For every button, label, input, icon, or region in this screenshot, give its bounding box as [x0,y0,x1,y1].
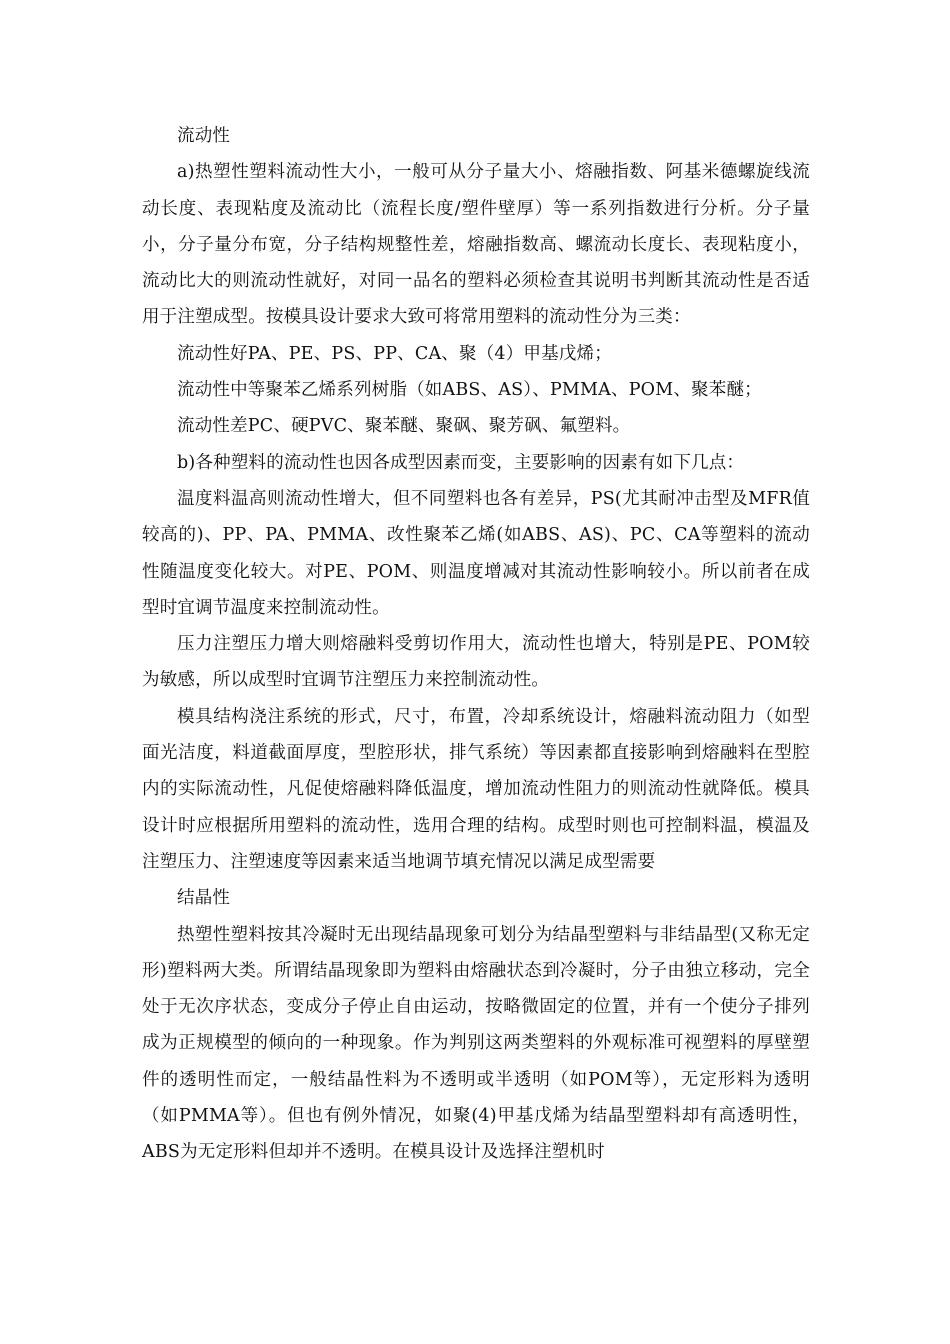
paragraph-good-flowability: 流动性好PA、PE、PS、PP、CA、聚（4）甲基戊烯； [177,343,612,364]
paragraph-flowability-a: a)热塑性塑料流动性大小，一般可从分子量大小、熔融指数、阿基米德螺旋线流动长度、表现粘度及流动比（流程长度/塑件壁厚）等一系列指数进行分析。分子量小，分子量分布宽，分子结构规整性差，熔融指数高、螺流动长度长、表现粘度小，流动比大的则流动性就好，对同一品名的塑料必须检查其说明书判断其流动性是否适用于注塑成型。按模具设计要求大致可将常用塑料的流动性分为三类： [142,162,810,328]
paragraph-mold-structure: 模具结构浇注系统的形式，尺寸，布置，冷却系统设计，熔融料流动阻力（如型面光洁度，料道截面厚度，型腔形状，排气系统）等因素都直接影响到熔融料在型腔内的实际流动性，凡促使熔融料降低温度，增加流动性阻力的则流动性就降低。模具设计时应根据所用塑料的流动性，选用合理的结构。成型时则也可控制料温，模温及注塑压力、注塑速度等因素来适当地调节填充情况以满足成型需要 [142,706,810,872]
paragraph-temperature: 温度料温高则流动性增大，但不同塑料也各有差异，PS(尤其耐冲击型及MFR值较高的)、PP、PA、PMMA、改性聚苯乙烯(如ABS、AS)、PC、CA等塑料的流动性随温度变化较大。对PE、POM、则温度增减对其流动性影响较小。所以前者在成型时宜调节温度来控制流动性。 [142,488,810,618]
paragraph-medium-flowability: 流动性中等聚苯乙烯系列树脂（如ABS、AS）、PMMA、POM、聚苯醚； [177,380,762,401]
paragraph-flowability-b: b)各种塑料的流动性也因各成型因素而变，主要影响的因素有如下几点： [177,452,745,473]
paragraph-crystallinity: 热塑性塑料按其冷凝时无出现结晶现象可划分为结晶型塑料与非结晶型(又称无定形)塑料两大类。所谓结晶现象即为塑料由熔融状态到冷凝时，分子由独立移动，完全处于无次序状态，变成分子停止自由运动，按略微固定的位置，并有一个使分子排列成为正规模型的倾向的一种现象。作为判别这两类塑料的外观标准可视塑料的厚壁塑件的透明性而定，一般结晶性料为不透明或半透明（如POM等），无定形料为透明（如PMMA等）。但也有例外情况，如聚(4)甲基戊烯为结晶型塑料却有高透明性，ABS为无定形料但却并不透明。在模具设计及选择注塑机时 [142,924,810,1163]
section-heading-crystallinity: 结晶性 [177,888,231,909]
paragraph-pressure: 压力注塑压力增大则熔融料受剪切作用大，流动性也增大，特别是PE、POM较为敏感，所以成型时宜调节注塑压力来控制流动性。 [142,634,810,691]
paragraph-poor-flowability: 流动性差PC、硬PVC、聚苯醚、聚砜、聚芳砜、氟塑料。 [177,416,631,437]
body-text [142,118,810,1171]
section-heading-flowability: 流动性 [177,126,231,146]
